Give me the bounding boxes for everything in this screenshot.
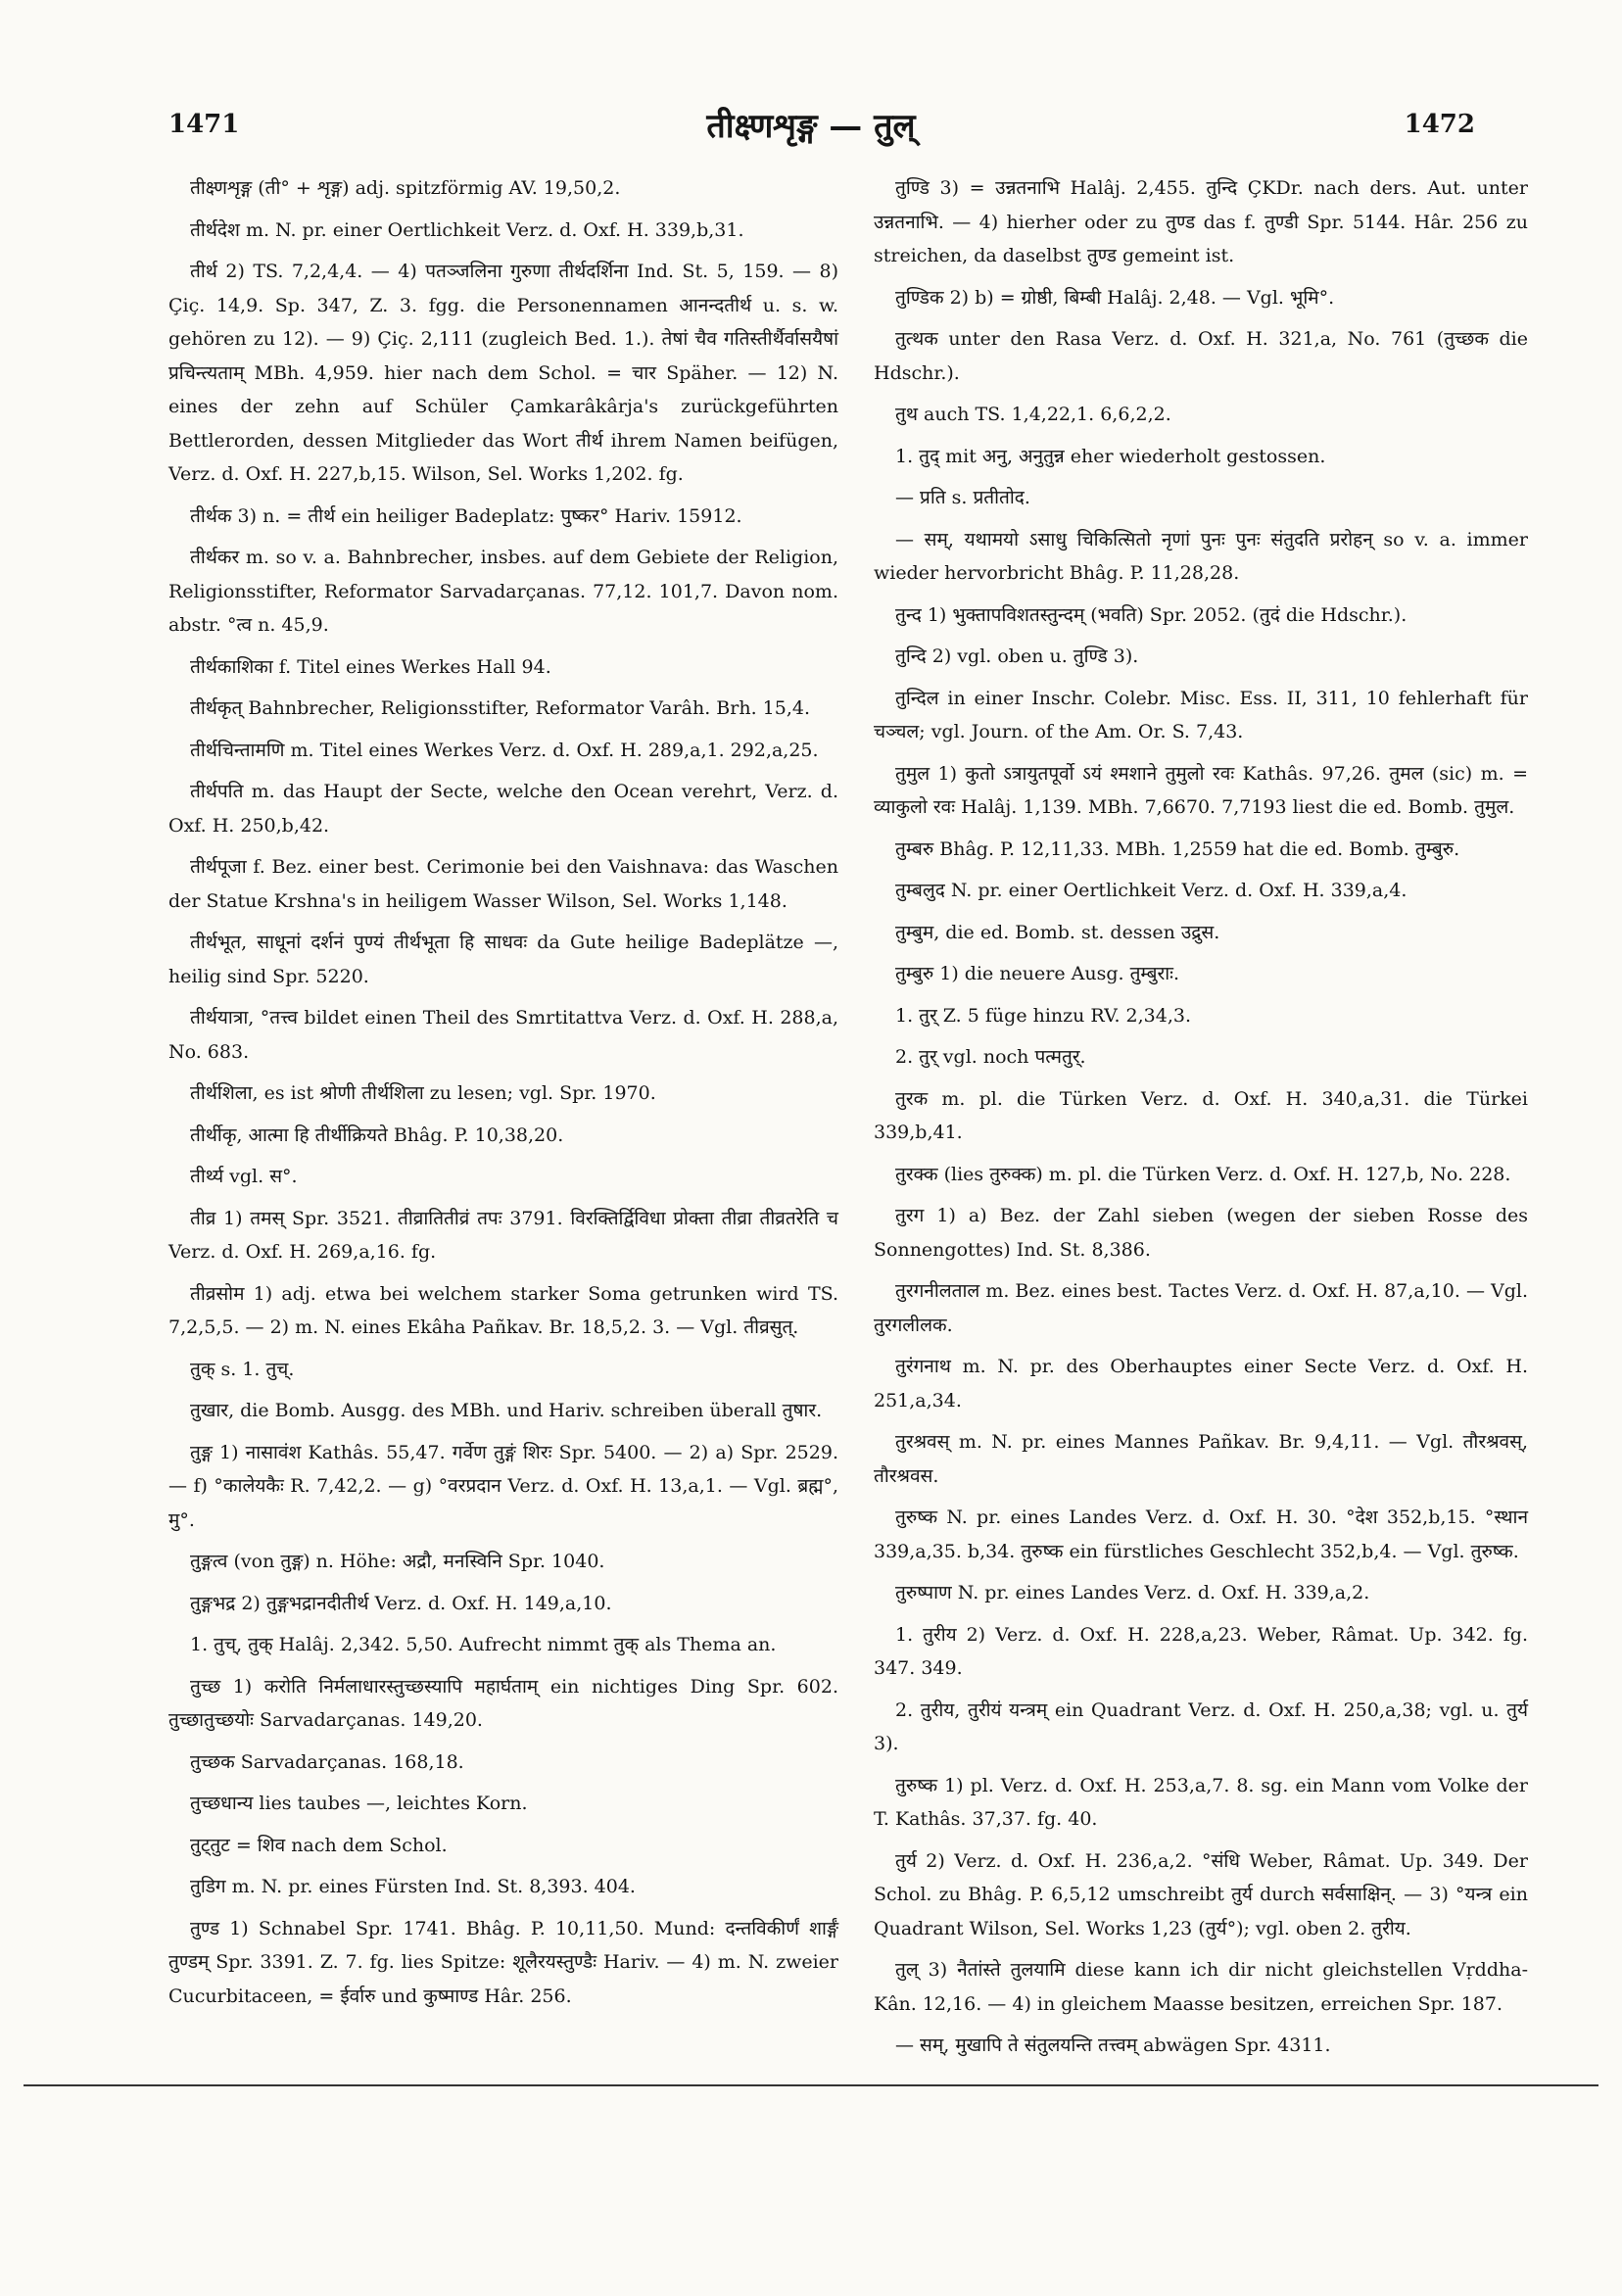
left-column: [168, 171, 838, 2021]
scan-top-edge: [0, 0, 1622, 12]
right-column: [874, 171, 1528, 2071]
dictionary-entry: तुरंगनाथ m. N. pr. des Oberhauptes einer Secte Verz. d. Oxf. H. 251,a,34.: [874, 1356, 1528, 1411]
dictionary-entry: तुङ्गभद्र 2) तुङ्गभद्रानदीतीर्थ Verz. d. Oxf. H. 149,a,10.: [190, 1592, 612, 1614]
dictionary-entry: तुक् s. 1. तुच्.: [190, 1358, 295, 1380]
dictionary-entry: तुन्दि 2) vgl. oben u. तुण्डि 3).: [895, 646, 1139, 667]
dictionary-entry: तीर्थपूजा f. Bez. einer best. Cerimonie bei den Vaishnava: das Waschen der Statue Krshna's in heiligem Wasser Wilson, Sel. Works 1,148.: [168, 856, 838, 912]
dictionary-entry: तीर्थीकृ, आत्मा हि तीर्थीक्रियते Bhâg. P. 10,38,20.: [190, 1124, 564, 1146]
dictionary-entry: — प्रति s. प्रतीतोद.: [895, 487, 1030, 508]
dictionary-entry: — सम्, मुखापि ते संतुलयन्ति तत्त्वम् abwägen Spr. 4311.: [895, 2034, 1331, 2056]
dictionary-entry: तुण्ड 1) Schnabel Spr. 1741. Bhâg. P. 10,11,50. Mund: दन्तविकीर्णं शार्ङ्गं तुण्डम् Spr. 3391. Z. 7. fg. lies Spitze: शूलैरयस्तुण्डैः Hariv. — 4) m. N. zweier Cucurbitaceen, = ईर्वारु und कुष्माण्ड Hâr. 256.: [168, 1917, 838, 2007]
dictionary-entry: 1. तुर् Z. 5 füge hinzu RV. 2,34,3.: [895, 1004, 1192, 1027]
dictionary-entry: तुण्डि 3) = उन्नतनाभि Halâj. 2,455. तुन्दि ÇKDr. nach ders. Aut. unter उन्नतनाभि. — 4) hierher oder zu तुण्ड das f. तुण्डी Spr. 5144. Hâr. 256 zu streichen, da daselbst तुण्ड gemeint ist.: [874, 177, 1528, 266]
dictionary-entry: तुल् 3) नैतांस्ते तुलयामि diese kann ich dir nicht gleichstellen Vṛddha-Kân. 12,16. — 4) in gleichem Maasse besitzen, erreichen Spr. 187.: [874, 1959, 1528, 2015]
dictionary-entry: तुखार, die Bomb. Ausgg. des MBh. und Hariv. schreiben überall तुषार.: [190, 1400, 823, 1421]
dictionary-entry: 1. तुच्, तुक् Halâj. 2,342. 5,50. Aufrecht nimmt तुक् als Thema an.: [190, 1634, 777, 1655]
dictionary-entry: तुच्छधान्य lies taubes —, leichtes Korn.: [190, 1793, 528, 1814]
dictionary-entry: तुरुष्क N. pr. eines Landes Verz. d. Oxf. H. 30. °देश 352,b,15. °स्थान 339,a,35. b,34. तुरुष्क ein fürstliches Geschlecht 352,b,4. — Vgl. तुरुष्क.: [874, 1507, 1528, 1562]
dictionary-entry: तुण्डिक 2) b) = ग्रोष्ठी, बिम्बी Halâj. 2,48. — Vgl. भूमि°.: [895, 286, 1335, 309]
dictionary-entry: तुत्थक unter den Rasa Verz. d. Oxf. H. 321,a, No. 761 (तुच्छक die Hdschr.).: [874, 328, 1528, 384]
footer-rule: [24, 2084, 1598, 2086]
dictionary-entry: तुरगनीलताल m. Bez. eines best. Tactes Verz. d. Oxf. H. 87,a,10. — Vgl. तुरगलीलक.: [874, 1280, 1528, 1336]
dictionary-entry: तीक्ष्णशृङ्ग (ती° + शृङ्ग) adj. spitzförmig AV. 19,50,2.: [190, 177, 621, 199]
dictionary-entry: तुरुष्पाण N. pr. eines Landes Verz. d. Oxf. H. 339,a,2.: [895, 1582, 1370, 1603]
dictionary-entry: 1. तुरीय 2) Verz. d. Oxf. H. 228,a,23. Weber, Râmat. Up. 342. fg. 347. 349.: [874, 1623, 1528, 1679]
dictionary-entry: तुम्बलुद N. pr. einer Oertlichkeit Verz. d. Oxf. H. 339,a,4.: [895, 880, 1407, 901]
dictionary-entry: तुन्दिल in einer Inschr. Colebr. Misc. Ess. II, 311, 10 fehlerhaft für चञ्चल; vgl. Journ. of the Am. Or. S. 7,43.: [874, 687, 1528, 742]
dictionary-entry: तीर्थ्य vgl. स°.: [190, 1166, 298, 1187]
dictionary-entry: तुच्छक Sarvadarçanas. 168,18.: [190, 1750, 464, 1773]
dictionary-entry: तीव्रसोम 1) adj. etwa bei welchem starker Soma getrunken wird TS. 7,2,5,5. — 2) m. N. eines Ekâha Pañkav. Br. 18,5,2. 3. — Vgl. तीव्रसुत्.: [168, 1282, 838, 1338]
dictionary-entry: तुडिग m. N. pr. eines Fürsten Ind. St. 8,393. 404.: [190, 1876, 636, 1897]
dictionary-entry: तीर्थभूत, साधूनां दर्शनं पुण्यं तीर्थभूता हि साधवः da Gute heilige Badeplätze —, heilig sind Spr. 5220.: [168, 932, 838, 987]
dictionary-entry: तुथ auch TS. 1,4,22,1. 6,6,2,2.: [895, 404, 1171, 425]
dictionary-entry: तीर्थ 2) TS. 7,2,4,4. — 4) पतञ्जलिना गुरुणा तीर्थदर्शिना Ind. St. 5, 159. — 8) Çiç. 14,9. Sp. 347, Z. 3. fgg. die Personennamen आनन्दतीर्थ u. s. w. gehören zu 12). — 9) Çiç. 2,111 (zugleich Bed. 1.). तेषां चैव गतिस्तीर्थैर्वासयैषां प्रचिन्त्यताम् MBh. 4,959. hier nach dem Schol. = चार Späher. — 12) N. eines der zehn auf Schüler Çamkarâkârja's zurückgeführten Bettlerorden, dessen Mitglieder das Wort तीर्थ ihrem Namen beifügen, Verz. d. Oxf. H. 227,b,15. Wilson, Sel. Works 1,202. fg.: [168, 261, 838, 485]
dictionary-entry: तीर्थकृत् Bahnbrecher, Religionsstifter, Reformator Varâh. Brh. 15,4.: [190, 697, 810, 719]
dictionary-entry: तुट्तुट = शिव nach dem Schol.: [190, 1834, 448, 1856]
dictionary-entry: तुरग 1) a) Bez. der Zahl sieben (wegen der sieben Rosse des Sonnengottes) Ind. St. 8,386.: [874, 1205, 1528, 1261]
dictionary-entry: तीर्थदेश m. N. pr. einer Oertlichkeit Verz. d. Oxf. H. 339,b,31.: [190, 218, 744, 241]
page-number-left: 1471: [168, 110, 240, 139]
dictionary-entry: 1. तुद् mit अनु, अनुतुन्न eher wiederholt gestossen.: [895, 445, 1326, 467]
dictionary-entry: तुरक m. pl. die Türken Verz. d. Oxf. H. 340,a,31. die Türkei 339,b,41.: [874, 1087, 1528, 1143]
dictionary-entry: तुङ्ग 1) नासावंश Kathâs. 55,47. गर्वेण तुङ्गं शिरः Spr. 5400. — 2) a) Spr. 2529. — f) °कालेयकैः R. 7,42,2. — g) °वरप्रदान Verz. d. Oxf. H. 13,a,1. — Vgl. ब्रह्म°, मु°.: [168, 1441, 838, 1531]
dictionary-entry: तुर्य 2) Verz. d. Oxf. H. 236,a,2. °संधि Weber, Râmat. Up. 349. Der Schol. zu Bhâg. P. 6,5,12 umschreibt तुर्य durch सर्वसाक्षिन्. — 3) °यन्त्र ein Quadrant Wilson, Sel. Works 1,23 (तुर्य°); vgl. oben 2. तुरीय.: [874, 1849, 1528, 1939]
dictionary-entry: तुरक्क (lies तुरुक्क) m. pl. die Türken Verz. d. Oxf. H. 127,b, No. 228.: [895, 1163, 1511, 1185]
dictionary-entry: तुङ्गत्व (von तुङ्ग) n. Höhe: अद्रौ, मनस्विनि Spr. 1040.: [190, 1551, 605, 1572]
dictionary-entry: तीर्थक 3) n. = तीर्थ ein heiliger Badeplatz: पुष्कर° Hariv. 15912.: [190, 504, 742, 527]
dictionary-entry: तीर्थपति m. das Haupt der Secte, welche den Ocean verehrt, Verz. d. Oxf. H. 250,b,42.: [168, 781, 838, 837]
page-number-right: 1472: [1404, 110, 1475, 139]
dictionary-entry: तुरश्रवस् m. N. pr. eines Mannes Pañkav. Br. 9,4,11. — Vgl. तौरश्रवस्, तौरश्रवस.: [874, 1431, 1528, 1487]
dictionary-entry: तीर्थकर m. so v. a. Bahnbrecher, insbes. auf dem Gebiete der Religion, Religionsstifter, Reformator Sarvadarçanas. 77,12. 101,7. Davon nom. abstr. °त्व n. 45,9.: [168, 547, 838, 636]
dictionary-entry: तीव्र 1) तमस् Spr. 3521. तीव्रातितीव्रं तपः 3791. विरक्तिर्द्विविधा प्रोक्ता तीव्रा तीव्रतरेति च Verz. d. Oxf. H. 269,a,16. fg.: [168, 1207, 838, 1263]
dictionary-entry: — सम्, यथामयो ऽसाधु चिकित्सितो नृणां पुनः पुनः संतुदति प्ररोहन् so v. a. immer wieder hervorbricht Bhâg. P. 11,28,28.: [874, 528, 1528, 584]
dictionary-entry: 2. तुर् vgl. noch पत्मतुर्.: [895, 1046, 1086, 1068]
dictionary-entry: तीर्थशिला, es ist श्रोणी तीर्थशिला zu lesen; vgl. Spr. 1970.: [190, 1082, 656, 1104]
dictionary-entry: तुमुल 1) कुतो ऽत्रायुतपूर्वो ऽयं श्मशाने तुमुलो रवः Kathâs. 97,26. तुमल (sic) m. = व्याकुलो रवः Halâj. 1,139. MBh. 7,6670. 7,7193 liest die ed. Bomb. तुमुल.: [874, 762, 1528, 818]
dictionary-entry: तुन्द 1) भुक्तापविशतस्तुन्दम् (भवति) Spr. 2052. (तुदं die Hdschr.).: [895, 603, 1407, 626]
dictionary-entry: तीर्थचिन्तामणि m. Titel eines Werkes Verz. d. Oxf. H. 289,a,1. 292,a,25.: [190, 739, 819, 761]
dictionary-entry: तुम्बुरु 1) die neuere Ausg. तुम्बुराः.: [895, 963, 1180, 984]
dictionary-entry: 2. तुरीय, तुरीयं यन्त्रम् ein Quadrant Verz. d. Oxf. H. 250,a,38; vgl. u. तुर्य 3).: [874, 1698, 1528, 1754]
dictionary-entry: तुम्बुम, die ed. Bomb. st. dessen उद्रुस.: [895, 921, 1220, 943]
dictionary-entry: तीर्थकाशिका f. Titel eines Werkes Hall 94.: [190, 655, 551, 678]
dictionary-entry: तुरुष्क 1) pl. Verz. d. Oxf. H. 253,a,7. 8. sg. ein Mann vom Volke der T. Kathâs. 37,37. fg. 40.: [874, 1774, 1528, 1830]
dictionary-entry: तुच्छ 1) करोति निर्मलाधारस्तुच्छस्यापि महार्घताम् ein nichtiges Ding Spr. 602. तुच्छातुच्छयोः Sarvadarçanas. 149,20.: [168, 1675, 838, 1731]
dictionary-entry: तीर्थयात्रा, °तत्त्व bildet einen Theil des Smrtitattva Verz. d. Oxf. H. 288,a, No. 683.: [168, 1007, 838, 1063]
running-title: तीक्ष्णशृङ्ग — तुल्: [706, 107, 916, 146]
dictionary-entry: तुम्बरु Bhâg. P. 12,11,33. MBh. 1,2559 hat die ed. Bomb. तुम्बुरु.: [895, 837, 1460, 860]
